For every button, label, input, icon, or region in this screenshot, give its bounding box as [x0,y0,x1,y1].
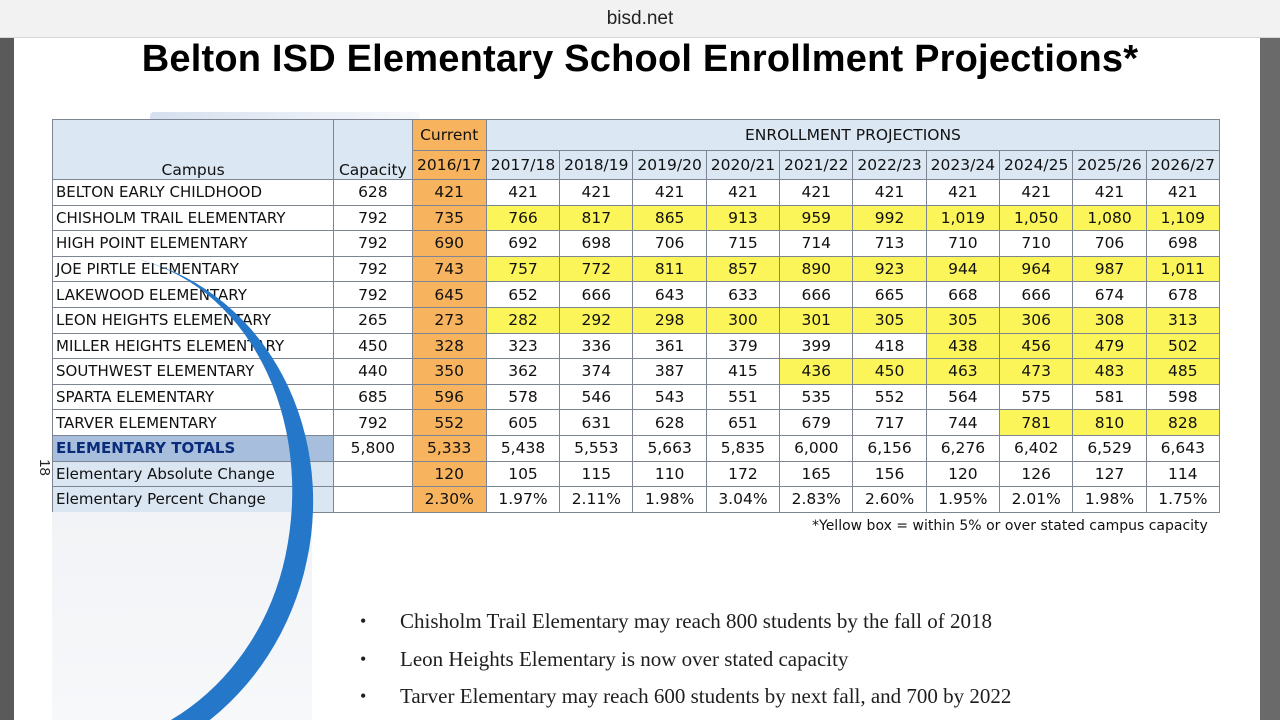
campus-cell: SPARTA ELEMENTARY [53,384,334,410]
value-cell: 714 [780,231,853,257]
value-cell: 463 [926,359,999,385]
year-header: 2017/18 [486,151,559,180]
year-header: 2021/22 [780,151,853,180]
value-cell: 350 [412,359,486,385]
capacity-cell: 792 [334,256,412,282]
value-cell: 1,050 [1000,205,1073,231]
value-cell: 766 [486,205,559,231]
value-cell: 1,019 [926,205,999,231]
value-cell: 421 [486,180,559,206]
value-cell: 387 [633,359,706,385]
value-cell: 5,553 [560,435,633,461]
value-cell: 666 [560,282,633,308]
campus-cell: BELTON EARLY CHILDHOOD [53,180,334,206]
value-cell: 114 [1146,461,1219,487]
value-cell: 399 [780,333,853,359]
value-cell: 328 [412,333,486,359]
value-cell: 651 [706,410,779,436]
url-text: bisd.net [606,7,674,29]
campus-cell: Elementary Percent Change [53,487,334,513]
value-cell: 421 [1000,180,1073,206]
value-cell: 1.95% [926,487,999,513]
capacity-cell: 440 [334,359,412,385]
value-cell: 436 [780,359,853,385]
value-cell: 1.97% [486,487,559,513]
value-cell: 710 [1000,231,1073,257]
value-cell: 717 [853,410,926,436]
value-cell: 298 [633,307,706,333]
value-cell: 706 [633,231,706,257]
value-cell: 105 [486,461,559,487]
value-cell: 2.11% [560,487,633,513]
value-cell: 987 [1073,256,1146,282]
value-cell: 992 [853,205,926,231]
value-cell: 710 [926,231,999,257]
value-cell: 379 [706,333,779,359]
value-cell: 313 [1146,307,1219,333]
value-cell: 1,109 [1146,205,1219,231]
value-cell: 679 [780,410,853,436]
value-cell: 110 [633,461,706,487]
value-cell: 964 [1000,256,1073,282]
value-cell: 421 [1146,180,1219,206]
capacity-cell [334,487,412,513]
value-cell: 596 [412,384,486,410]
value-cell: 450 [853,359,926,385]
value-cell: 713 [853,231,926,257]
value-cell: 421 [853,180,926,206]
value-cell: 552 [412,410,486,436]
value-cell: 336 [560,333,633,359]
value-cell: 120 [926,461,999,487]
value-cell: 1,011 [1146,256,1219,282]
value-cell: 421 [706,180,779,206]
value-cell: 3.04% [706,487,779,513]
footnote: *Yellow box = within 5% or over stated campus capacity [812,518,1208,534]
campus-cell: TARVER ELEMENTARY [53,410,334,436]
value-cell: 944 [926,256,999,282]
value-cell: 666 [780,282,853,308]
value-cell: 564 [926,384,999,410]
value-cell: 165 [780,461,853,487]
value-cell: 698 [560,231,633,257]
value-cell: 5,438 [486,435,559,461]
value-cell: 2.60% [853,487,926,513]
value-cell: 2.01% [1000,487,1073,513]
value-cell: 643 [633,282,706,308]
value-cell: 421 [1073,180,1146,206]
capacity-cell: 792 [334,205,412,231]
value-cell: 857 [706,256,779,282]
table-row [53,231,1220,257]
value-cell: 282 [486,307,559,333]
value-cell: 502 [1146,333,1219,359]
campus-cell: JOE PIRTLE ELEMENTARY [53,256,334,282]
value-cell: 300 [706,307,779,333]
value-cell: 631 [560,410,633,436]
value-cell: 421 [633,180,706,206]
year-header: 2024/25 [1000,151,1073,180]
value-cell: 543 [633,384,706,410]
page-title: Belton ISD Elementary School Enrollment Projections* [141,38,1139,80]
right-margin [1260,38,1280,720]
bullet-list [360,603,1011,716]
campus-cell: HIGH POINT ELEMENTARY [53,231,334,257]
bullet-item: • Chisholm Trail Elementary may reach 800 students by the fall of 2018 [360,609,992,634]
browser-address-bar[interactable] [0,0,1280,38]
value-cell: 6,529 [1073,435,1146,461]
value-cell: 438 [926,333,999,359]
value-cell: 865 [633,205,706,231]
value-cell: 306 [1000,307,1073,333]
value-cell: 6,276 [926,435,999,461]
value-cell: 308 [1073,307,1146,333]
value-cell: 305 [853,307,926,333]
value-cell: 744 [926,410,999,436]
value-cell: 6,156 [853,435,926,461]
value-cell: 645 [412,282,486,308]
year-header: 2025/26 [1073,151,1146,180]
value-cell: 811 [633,256,706,282]
value-cell: 292 [560,307,633,333]
value-cell: 959 [780,205,853,231]
value-cell: 668 [926,282,999,308]
campus-cell: ELEMENTARY TOTALS [53,435,334,461]
value-cell: 6,643 [1146,435,1219,461]
value-cell: 598 [1146,384,1219,410]
capacity-cell: 792 [334,231,412,257]
value-cell: 810 [1073,410,1146,436]
value-cell: 743 [412,256,486,282]
year-header: 2026/27 [1146,151,1219,180]
value-cell: 575 [1000,384,1073,410]
value-cell: 735 [412,205,486,231]
value-cell: 605 [486,410,559,436]
value-cell: 362 [486,359,559,385]
value-cell: 418 [853,333,926,359]
value-cell: 323 [486,333,559,359]
value-cell: 421 [412,180,486,206]
value-cell: 757 [486,256,559,282]
value-cell: 715 [706,231,779,257]
value-cell: 421 [926,180,999,206]
value-cell: 581 [1073,384,1146,410]
value-cell: 273 [412,307,486,333]
campus-cell: SOUTHWEST ELEMENTARY [53,359,334,385]
value-cell: 415 [706,359,779,385]
projections-label: ENROLLMENT PROJECTIONS [486,120,1219,151]
bullet-item: • Leon Heights Elementary is now over stated capacity [360,646,849,671]
value-cell: 633 [706,282,779,308]
value-cell: 6,402 [1000,435,1073,461]
value-cell: 890 [780,256,853,282]
value-cell: 421 [560,180,633,206]
value-cell: 473 [1000,359,1073,385]
current-label: Current [412,120,486,151]
campus-cell: LEON HEIGHTS ELEMENTARY [53,307,334,333]
table-row [53,282,1220,308]
year-header: 2016/17 [412,151,486,180]
value-cell: 551 [706,384,779,410]
value-cell: 172 [706,461,779,487]
value-cell: 698 [1146,231,1219,257]
value-cell: 5,835 [706,435,779,461]
value-cell: 1,080 [1073,205,1146,231]
capacity-cell: 628 [334,180,412,206]
value-cell: 115 [560,461,633,487]
value-cell: 817 [560,205,633,231]
campus-cell: Elementary Absolute Change [53,461,334,487]
value-cell: 1.75% [1146,487,1219,513]
page-number: 18 [35,459,53,476]
campus-cell: LAKEWOOD ELEMENTARY [53,282,334,308]
value-cell: 5,333 [412,435,486,461]
value-cell: 1.98% [1073,487,1146,513]
campus-cell: CHISHOLM TRAIL ELEMENTARY [53,205,334,231]
value-cell: 546 [560,384,633,410]
value-cell: 305 [926,307,999,333]
value-cell: 913 [706,205,779,231]
capacity-cell: 792 [334,410,412,436]
capacity-cell: 265 [334,307,412,333]
value-cell: 479 [1073,333,1146,359]
value-cell: 421 [780,180,853,206]
value-cell: 120 [412,461,486,487]
capacity-cell: 5,800 [334,435,412,461]
campus-header: Campus [53,120,334,180]
capacity-cell [334,461,412,487]
capacity-cell: 450 [334,333,412,359]
value-cell: 6,000 [780,435,853,461]
value-cell: 2.83% [780,487,853,513]
value-cell: 678 [1146,282,1219,308]
value-cell: 1.98% [633,487,706,513]
value-cell: 578 [486,384,559,410]
table-row [53,256,1220,282]
value-cell: 828 [1146,410,1219,436]
value-cell: 690 [412,231,486,257]
value-cell: 126 [1000,461,1073,487]
year-header: 2020/21 [706,151,779,180]
value-cell: 361 [633,333,706,359]
value-cell: 485 [1146,359,1219,385]
value-cell: 552 [853,384,926,410]
capacity-cell: 685 [334,384,412,410]
value-cell: 456 [1000,333,1073,359]
capacity-header: Capacity [334,120,412,180]
value-cell: 535 [780,384,853,410]
value-cell: 483 [1073,359,1146,385]
value-cell: 301 [780,307,853,333]
year-header: 2018/19 [560,151,633,180]
year-header: 2019/20 [633,151,706,180]
value-cell: 127 [1073,461,1146,487]
campus-cell: MILLER HEIGHTS ELEMENTARY [53,333,334,359]
value-cell: 781 [1000,410,1073,436]
value-cell: 652 [486,282,559,308]
table-row [53,180,1220,206]
value-cell: 374 [560,359,633,385]
value-cell: 923 [853,256,926,282]
value-cell: 666 [1000,282,1073,308]
year-header: 2022/23 [853,151,926,180]
value-cell: 156 [853,461,926,487]
value-cell: 692 [486,231,559,257]
bullet-item: • Tarver Elementary may reach 600 students by next fall, and 700 by 2022 [360,684,1012,709]
value-cell: 674 [1073,282,1146,308]
value-cell: 772 [560,256,633,282]
decorative-swoosh [52,512,312,720]
year-header: 2023/24 [926,151,999,180]
table-row [53,205,1220,231]
value-cell: 665 [853,282,926,308]
value-cell: 706 [1073,231,1146,257]
value-cell: 2.30% [412,487,486,513]
capacity-cell: 792 [334,282,412,308]
value-cell: 5,663 [633,435,706,461]
value-cell: 628 [633,410,706,436]
